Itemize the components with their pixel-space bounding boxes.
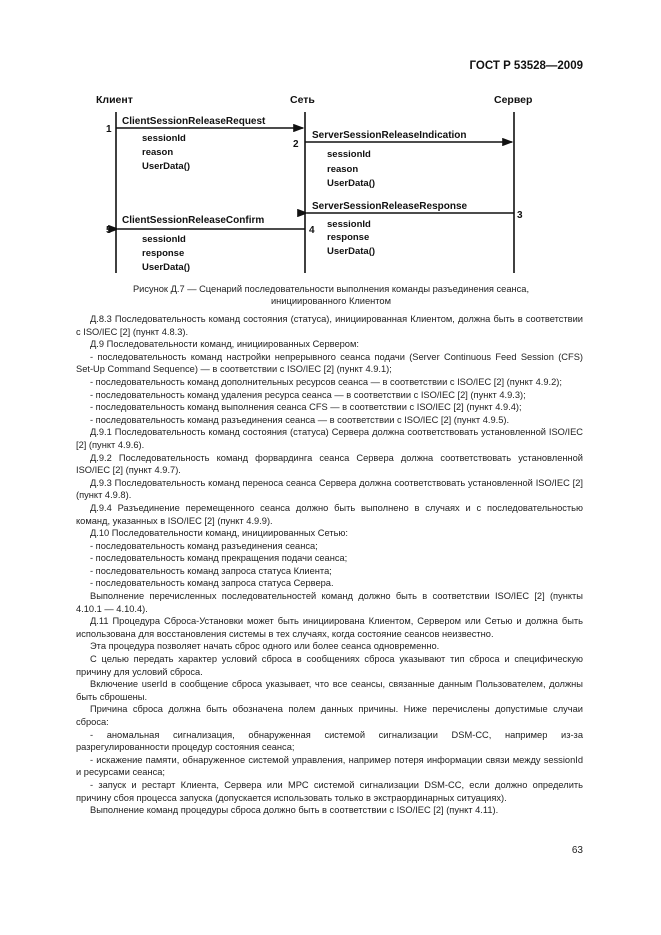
- paragraph: Причина сброса должна быть обозначена полем данных причины. Ниже перечислены допустимые случаи сброса:: [76, 704, 583, 727]
- paragraph: - последовательность команд удаления ресурса сеанса — в соответствии с ISO/IEC [2] (пункт 4.9.3);: [90, 389, 526, 400]
- msg-5-param-1: sessionId: [142, 234, 186, 245]
- paragraph: С целью передать характер условий сброса в сообщениях сброса указывают тип сброса и специфическую причину для условий сброса.: [76, 654, 583, 677]
- msg-2-param-3: UserData(): [327, 178, 376, 189]
- msg-2-number: 2: [293, 139, 299, 150]
- paragraph: Эта процедура позволяет начать сброс одного или более сеанса одновременно.: [90, 641, 440, 652]
- paragraph: - последовательность команд прекращения подачи сеанса;: [90, 553, 348, 564]
- msg-4-number: 4: [309, 225, 315, 236]
- caption-line-1: Рисунок Д.7 — Сценарий последовательности выполнения команды разъединения сеанса,: [132, 284, 530, 294]
- paragraph: Д.9.4 Разъединение перемещенного сеанса должно быть выполнено в случаях и с последовательностью команд, указанных в ISO/IEC [2] (пункт 4.9.9).: [76, 502, 583, 526]
- paragraph: - последовательность команд выполнения сеанса CFS — в соответствии с ISO/IEC [2] (пункт 4.9.4);: [90, 402, 522, 413]
- paragraph: Д.9.1 Последовательность команд состояния (статуса) Сервера должна соответствовать установленной ISO/IEC [2] (пункт 4.9.6).: [76, 427, 583, 450]
- paragraph: Включение userId в сообщение сброса указывает, что все сеансы, связанные данным Пользователем, должны быть сброшены.: [76, 679, 583, 702]
- caption-line-2: инициированного Клиентом: [270, 295, 391, 306]
- paragraph: Д.9.3 Последовательность команд переноса сеанса Сервера должна соответствовать установленной ISO/IEC [2] (пункт 4.9.8).: [76, 477, 583, 501]
- msg-1-number: 1: [106, 124, 112, 135]
- paragraph: - последовательность команд разъединения сеанса;: [90, 540, 318, 551]
- msg-2-param-1: sessionId: [327, 149, 371, 160]
- paragraph: - последовательность команд настройки непрерывного сеанса подачи (Server Continuous Feed Session (CFS) Set-Up Command Sequence) — в соответствии с ISO/IEC [2] (пункт 4.9.1);: [76, 351, 583, 375]
- msg-5-number: 5: [106, 225, 112, 236]
- paragraph: Д.9.2 Последовательность команд форвардинга сеанса Сервера должна соответствовать установленной ISO/IEC [2] (пункт 4.9.7).: [76, 452, 583, 476]
- paragraph: - аномальная сигнализация, обнаруженная системой сигнализации DSM-CC, например из-за разрегулированности процедур состояния сеанса;: [76, 729, 583, 753]
- paragraph: - запуск и рестарт Клиента, Сервера или МРС системой сигнализации DSM-CC, если должно определить причину сбоя процесса запуска (допускается использовать только в экстраординарных ситуациях).: [76, 779, 583, 803]
- msg-3-param-3: UserData(): [327, 246, 376, 257]
- lane-network-label: Сеть: [290, 94, 315, 106]
- msg-1-name: ClientSessionReleaseRequest: [122, 116, 266, 127]
- paragraph: Выполнение команд процедуры сброса должно быть в соответствии с ISO/IEC [2] (пункт 4.11).: [90, 805, 499, 816]
- msg-5-param-3: UserData(): [142, 262, 191, 273]
- sequence-diagram: [0, 0, 661, 300]
- msg-1-param-2: reason: [142, 147, 174, 158]
- paragraph: Д.8.3 Последовательность команд состояния (статуса), инициированная Клиентом, должна быть в соответствии с ISO/IEC [2] (пункт 4.8.3).: [76, 314, 583, 337]
- standard-header: ГОСТ Р 53528—2009: [469, 60, 583, 72]
- msg-3-name: ServerSessionReleaseResponse: [312, 201, 468, 212]
- msg-1-param-1: sessionId: [142, 133, 186, 144]
- msg-3-number: 3: [517, 210, 523, 221]
- paragraph: Д.11 Процедура Сброса-Установки может быть инициирована Клиентом, Сервером или Сетью и должна быть использована для восстановления системы в тех случаях, когда состояние сеансов неизвестно.: [76, 616, 583, 639]
- page-number: 63: [571, 845, 583, 856]
- paragraph: - последовательность команд запроса статуса Клиента;: [90, 565, 332, 576]
- paragraph: - искажение памяти, обнаруженное системой управления, например потеря информации связи между sessionId и ресурсами сеанса;: [76, 754, 583, 778]
- paragraph: - последовательность команд дополнительных ресурсов сеанса — в соответствии с ISO/IEC [2] (пункт 4.9.2);: [90, 376, 562, 387]
- msg-1-param-3: UserData(): [142, 161, 191, 172]
- lane-server-label: Сервер: [494, 94, 533, 106]
- msg-3-param-1: sessionId: [327, 219, 371, 230]
- msg-3-param-2: response: [327, 232, 370, 243]
- paragraph: Д.9 Последовательности команд, инициированных Сервером:: [90, 339, 359, 350]
- lane-client-label: Клиент: [96, 94, 133, 106]
- msg-2-name: ServerSessionReleaseIndication: [312, 130, 467, 141]
- msg-4-name: ClientSessionReleaseConfirm: [122, 215, 265, 226]
- paragraph: Выполнение перечисленных последовательностей команд должно быть в соответствии ISO/IEC [2] (пункты 4.10.1 — 4.10.4).: [76, 591, 583, 614]
- body-text: [76, 313, 583, 817]
- figure-caption: [76, 284, 586, 307]
- paragraph: - последовательность команд запроса статуса Сервера.: [90, 578, 334, 589]
- paragraph: Д.10 Последовательности команд, инициированных Сетью:: [90, 528, 348, 539]
- paragraph: - последовательность команд разъединения сеанса — в соответствии с ISO/IEC [2] (пункт 4.9.5).: [90, 414, 510, 425]
- msg-2-param-2: reason: [327, 164, 359, 175]
- msg-5-param-2: response: [142, 248, 185, 259]
